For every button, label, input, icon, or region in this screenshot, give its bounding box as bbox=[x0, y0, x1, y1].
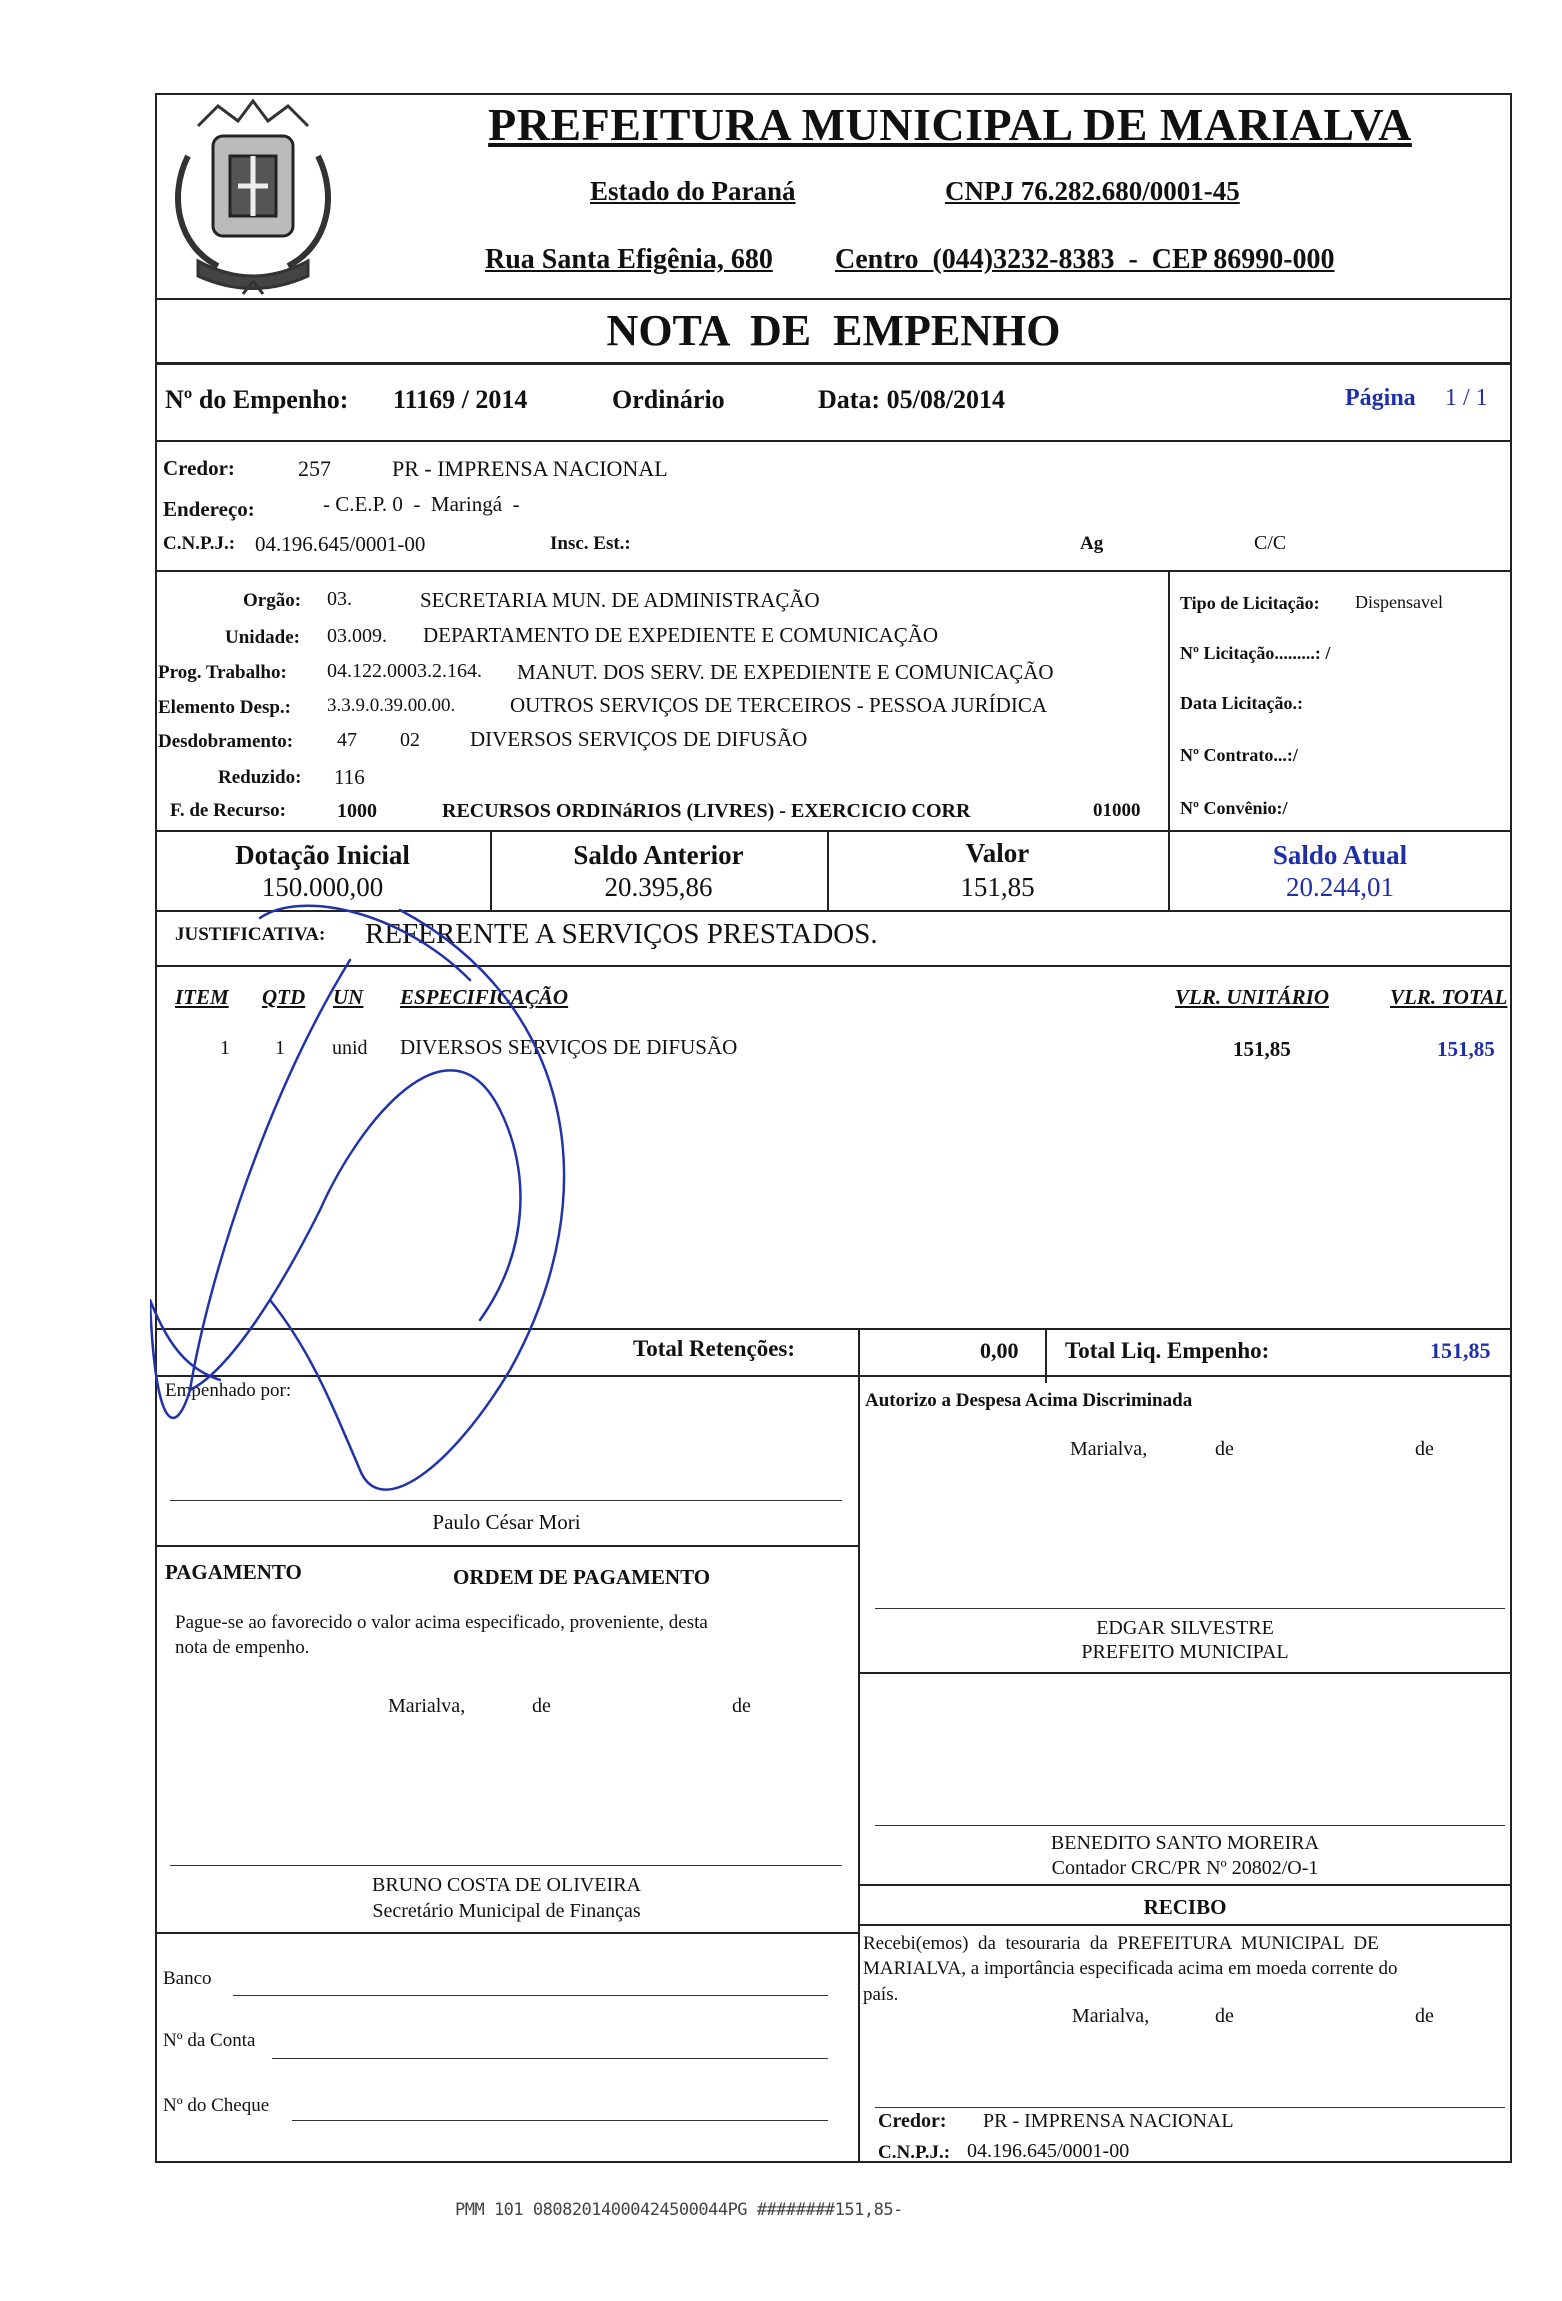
contrato-number: Nº Contrato...:/ bbox=[1180, 745, 1298, 765]
autorizo-local: Marialva, bbox=[1070, 1438, 1148, 1460]
unidade-label: Unidade: bbox=[225, 627, 300, 648]
saldo-atual-value: 20.244,01 bbox=[1286, 872, 1394, 902]
empenhado-nome: Paulo César Mori bbox=[432, 1510, 581, 1534]
credor-label: Credor: bbox=[163, 456, 235, 480]
secretario-nome: BRUNO COSTA DE OLIVEIRA bbox=[372, 1874, 641, 1896]
cheque-field[interactable] bbox=[292, 2120, 828, 2121]
recibo-credor-label: Credor: bbox=[878, 2110, 947, 2132]
prefeito-nome: EDGAR SILVESTRE bbox=[1096, 1617, 1274, 1639]
recibo-credor: PR - IMPRENSA NACIONAL bbox=[983, 2110, 1234, 2132]
prog-trabalho-code: 04.122.0003.2.164. bbox=[327, 660, 482, 682]
recibo-cnpj-label: C.N.P.J.: bbox=[878, 2142, 951, 2163]
convenio-number: Nº Convênio:/ bbox=[1180, 798, 1288, 818]
conta-label: Nº da Conta bbox=[163, 2030, 256, 2051]
total-retencoes-label: Total Retenções: bbox=[633, 1336, 796, 1361]
saldo-atual-label: Saldo Atual bbox=[1272, 840, 1408, 870]
saldo-anterior-label: Saldo Anterior bbox=[573, 840, 744, 870]
total-retencoes-value: 0,00 bbox=[980, 1338, 1019, 1363]
unidade-code: 03.009. bbox=[327, 625, 387, 647]
header-title: PREFEITURA MUNICIPAL DE MARIALVA bbox=[488, 99, 1412, 150]
fonte-recurso-code: 1000 bbox=[337, 800, 377, 822]
header-bairro-telefone: Centro (044)3232-8383 - CEP 86990-000 bbox=[835, 244, 1335, 275]
recibo-local: Marialva, bbox=[1072, 2005, 1150, 2027]
tipo-licitacao-value: Dispensavel bbox=[1355, 592, 1443, 612]
header-endereco: Rua Santa Efigênia, 680 bbox=[485, 244, 773, 275]
recibo-title: RECIBO bbox=[1143, 1895, 1227, 1919]
ordem-pagamento-title: ORDEM DE PAGAMENTO bbox=[453, 1565, 711, 1589]
unidade-desc: DEPARTAMENTO DE EXPEDIENTE E COMUNICAÇÃO bbox=[423, 623, 939, 647]
credor-address: - C.E.P. 0 - Maringá - bbox=[323, 492, 520, 516]
page-number: 1 / 1 bbox=[1445, 385, 1488, 411]
cnpj-label: C.N.P.J.: bbox=[163, 533, 236, 554]
pagamento-local: Marialva, bbox=[388, 1695, 466, 1717]
dotacao-label: Dotação Inicial bbox=[235, 840, 410, 870]
page-label: Página bbox=[1345, 385, 1416, 411]
row-qtd: 1 bbox=[275, 1037, 285, 1059]
col-header-item: ITEM bbox=[175, 985, 229, 1009]
desdobramento-label: Desdobramento: bbox=[158, 731, 294, 752]
col-header-un: UN bbox=[333, 985, 364, 1009]
document-title: NOTA DE EMPENHO bbox=[606, 306, 1061, 355]
pagamento-title: PAGAMENTO bbox=[165, 1560, 302, 1584]
footer-code: PMM 101 08082014000424500044PG ########151,85- bbox=[455, 2200, 903, 2220]
valor-value: 151,85 bbox=[960, 872, 1035, 902]
cc-label: C/C bbox=[1254, 532, 1287, 554]
elemento-code: 3.3.9.0.39.00.00. bbox=[327, 695, 456, 716]
row-un: unid bbox=[332, 1037, 368, 1059]
autorizo-title: Autorizo a Despesa Acima Discriminada bbox=[865, 1390, 1193, 1411]
orgao-desc: SECRETARIA MUN. DE ADMINISTRAÇÃO bbox=[420, 588, 820, 612]
recibo-text-1: Recebi(emos) da tesouraria da PREFEITURA MUNICIPAL DE bbox=[863, 1933, 1379, 1954]
header-cnpj: CNPJ 76.282.680/0001-45 bbox=[945, 176, 1240, 206]
prog-trabalho-desc: MANUT. DOS SERV. DE EXPEDIENTE E COMUNICAÇÃO bbox=[517, 660, 1054, 684]
fonte-recurso-label: F. de Recurso: bbox=[170, 800, 286, 821]
total-liq-label: Total Liq. Empenho: bbox=[1065, 1338, 1270, 1363]
pagamento-de-1: de bbox=[532, 1695, 551, 1717]
recibo-text-3: país. bbox=[863, 1984, 899, 2005]
contador-cargo: Contador CRC/PR Nº 20802/O-1 bbox=[1051, 1857, 1319, 1879]
conta-field[interactable] bbox=[272, 2058, 828, 2059]
fonte-recurso-cod: 01000 bbox=[1093, 800, 1141, 821]
prog-trabalho-label: Prog. Trabalho: bbox=[158, 662, 287, 683]
fonte-recurso-desc: RECURSOS ORDINáRIOS (LIVRES) - EXERCICIO CORR bbox=[442, 800, 971, 822]
empenho-type: Ordinário bbox=[612, 385, 725, 414]
recibo-de-1: de bbox=[1215, 2005, 1234, 2027]
dotacao-value: 150.000,00 bbox=[261, 872, 384, 902]
pagamento-text-2: nota de empenho. bbox=[175, 1637, 310, 1658]
desdobramento-sub: 02 bbox=[400, 729, 420, 751]
banco-label: Banco bbox=[163, 1968, 212, 1989]
banco-field[interactable] bbox=[233, 1995, 828, 1996]
saldo-anterior-value: 20.395,86 bbox=[604, 872, 713, 902]
col-header-qtd: QTD bbox=[262, 985, 306, 1009]
contador-nome: BENEDITO SANTO MOREIRA bbox=[1050, 1832, 1320, 1854]
recibo-text-2: MARIALVA, a importância especificada acima em moeda corrente do bbox=[863, 1958, 1398, 1979]
cheque-label: Nº do Cheque bbox=[163, 2095, 270, 2116]
col-header-vlr-total: VLR. TOTAL bbox=[1390, 985, 1508, 1009]
total-liq-value: 151,85 bbox=[1430, 1338, 1491, 1363]
row-vlr-unitario: 151,85 bbox=[1233, 1037, 1291, 1061]
recibo-de-2: de bbox=[1415, 2005, 1434, 2027]
credor-code: 257 bbox=[298, 456, 331, 481]
autorizo-de-2: de bbox=[1415, 1438, 1434, 1460]
reduzido-label: Reduzido: bbox=[218, 767, 302, 788]
pagamento-text-1: Pague-se ao favorecido o valor acima especificado, proveniente, desta bbox=[175, 1612, 708, 1633]
insc-est-label: Insc. Est.: bbox=[550, 533, 631, 554]
empenho-number: 11169 / 2014 bbox=[393, 385, 528, 414]
justificativa-text: REFERENTE A SERVIÇOS PRESTADOS. bbox=[365, 918, 878, 950]
elemento-desc: OUTROS SERVIÇOS DE TERCEIROS - PESSOA JURÍDICA bbox=[510, 693, 1048, 717]
endereco-label: Endereço: bbox=[163, 497, 255, 521]
reduzido-value: 116 bbox=[334, 765, 365, 789]
orgao-label: Orgão: bbox=[243, 590, 302, 611]
credor-name: PR - IMPRENSA NACIONAL bbox=[392, 456, 668, 481]
secretario-cargo: Secretário Municipal de Finanças bbox=[372, 1900, 641, 1922]
municipal-coat-of-arms bbox=[158, 96, 348, 296]
desdobramento-code: 47 bbox=[337, 729, 357, 751]
row-especificacao: DIVERSOS SERVIÇOS DE DIFUSÃO bbox=[400, 1035, 738, 1059]
empenhado-label: Empenhado por: bbox=[165, 1380, 292, 1401]
row-item: 1 bbox=[220, 1037, 230, 1059]
pagamento-de-2: de bbox=[732, 1695, 751, 1717]
licitacao-date: Data Licitação.: bbox=[1180, 693, 1303, 713]
autorizo-de-1: de bbox=[1215, 1438, 1234, 1460]
tipo-licitacao-label: Tipo de Licitação: bbox=[1180, 593, 1320, 613]
recibo-cnpj: 04.196.645/0001-00 bbox=[967, 2140, 1130, 2162]
orgao-code: 03. bbox=[327, 588, 352, 610]
elemento-label: Elemento Desp.: bbox=[158, 697, 291, 718]
empenho-label: Nº do Empenho: bbox=[165, 385, 349, 414]
licitacao-number: Nº Licitação.........: / bbox=[1180, 643, 1331, 663]
credor-cnpj: 04.196.645/0001-00 bbox=[255, 532, 426, 556]
col-header-vlr-unitario: VLR. UNITÁRIO bbox=[1175, 985, 1330, 1009]
desdobramento-desc: DIVERSOS SERVIÇOS DE DIFUSÃO bbox=[470, 727, 808, 751]
row-vlr-total: 151,85 bbox=[1437, 1037, 1495, 1061]
col-header-especificacao: ESPECIFICAÇÃO bbox=[400, 985, 569, 1009]
ag-label: Ag bbox=[1080, 533, 1104, 554]
empenho-date: Data: 05/08/2014 bbox=[818, 385, 1006, 414]
valor-label: Valor bbox=[965, 838, 1030, 868]
prefeito-cargo: PREFEITO MUNICIPAL bbox=[1081, 1641, 1289, 1663]
justificativa-label: JUSTIFICATIVA: bbox=[175, 924, 326, 945]
header-estado: Estado do Paraná bbox=[590, 176, 796, 206]
